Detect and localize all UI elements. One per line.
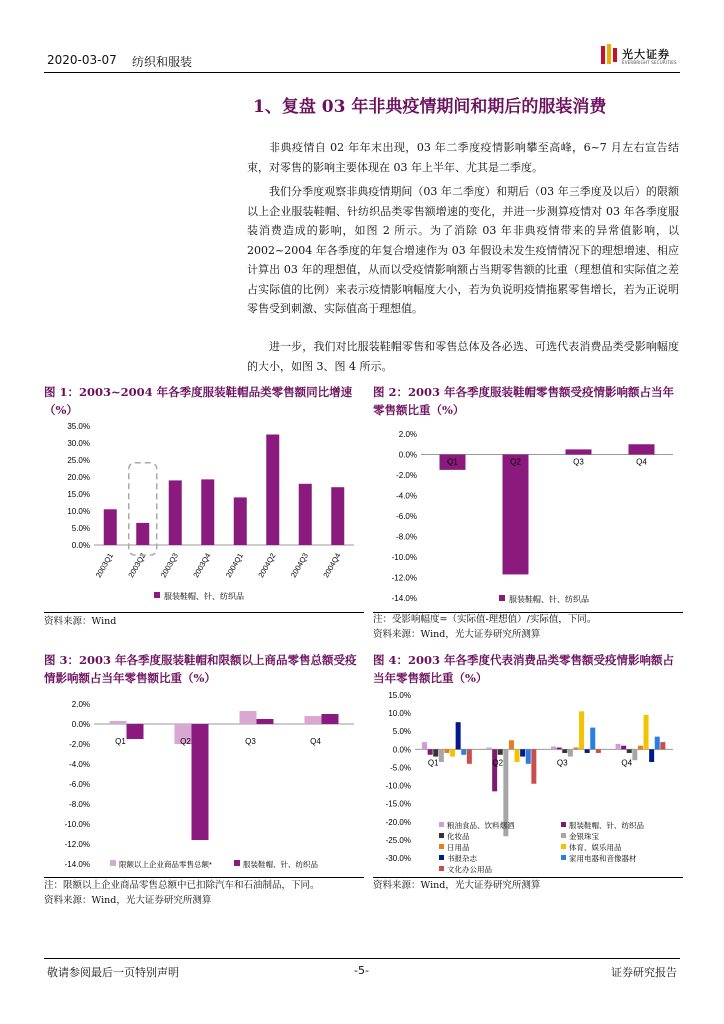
fig3-ytick-label: -12.0% [64,840,90,849]
fig4-legend-swatch [439,833,444,838]
fig2-xtick-label: Q1 [447,457,458,467]
fig2-title: 图 2：2003 年各季度服装鞋帽零售额受疫情影响额占当年零售额比重（%） [373,385,675,417]
fig4-xtick-label: Q4 [621,758,633,768]
paragraph-2: 我们分季度观察非典疫情期间（03 年二季度）和期后（03 年三季度及以后）的限额以上企业服装鞋帽、针纺织品类零售额增速的变化，并进一步测算疫情对 03 年各季度服装消费造成的影响，如图 2 所示。为了消除 03 年非典疫情带来的异常值影响，以 2002~2004 年各季度的年复合增速作为 03 年假设未发生疫情情况下的理想增速、相应计算出 03 年的理想值，从而以受疫情影响额占当期零售额的比重（理想值和实际值之差占实际值的比例）来表示疫情影响幅度大小，若为负说明疫情拖累零售增长，若为正说明零售受到刺激、实际值高于理想值。 [247,185,679,315]
fig2-xtick-label: Q3 [573,457,584,467]
fig4-legend-label: 粮油食品、饮料烟酒 [447,821,515,830]
fig2-bar [629,444,655,454]
fig4-bar [632,749,637,760]
fig2-legend-swatch [499,595,505,601]
fig1-bar [234,497,247,545]
fig2-xtick-label: Q2 [510,457,521,467]
fig4-xtick-label: Q2 [492,758,504,768]
fig1-source: 资料来源：Wind [44,616,117,627]
fig3-xtick-label: Q4 [310,737,321,746]
fig1-ytick-label: 20.0% [67,473,90,482]
paragraph-1: 非典疫情自 02 年年末出现，03 年二季度疫情影响攀至高峰，6~7 月左右宣告结束，对零售的影响主要体现在 03 年上半年、尤其是二季度。 [247,141,679,174]
fig4-bar [627,749,632,753]
footer-report-type: 证券研究报告 [611,966,677,979]
fig3-note: 注：限额以上企业商品零售总额中已扣除汽车和石油制品，下同。 [44,880,320,891]
fig2-chart [373,422,683,612]
fig4-ytick-label: 5.0% [392,727,411,737]
fig1-bar [136,523,149,545]
fig4-legend-swatch [561,855,566,860]
fig4-bar [526,749,531,763]
fig4-bar [644,715,649,749]
fig3-ytick-label: -14.0% [64,860,90,869]
fig3-xtick-label: Q1 [115,737,126,746]
fig4-bar [585,749,590,753]
fig1-xtick-label: 2004Q4 [321,551,343,580]
fig4-bar [422,742,427,749]
fig1-bar [331,487,344,545]
fig2-xtick-label: Q4 [636,457,647,467]
fig2-source: 资料来源：Wind，光大证券研究所测算 [373,629,541,640]
fig4-ytick-label: 10.0% [388,709,411,719]
fig4-bar [596,749,601,753]
fig1-bar [299,484,312,545]
fig4-bar [649,749,654,762]
fig4-legend-swatch [561,822,566,827]
fig4-ytick-label: 0.0% [392,745,411,755]
fig4-bar [590,728,595,750]
section-title: 1、复盘 03 年非典疫情期间和期后的服装消费 [253,97,607,117]
fig1-ytick-label: 15.0% [67,490,90,499]
fig3-ytick-label: -6.0% [69,780,90,789]
fig2-ytick-label: -8.0% [396,532,417,542]
fig4-bar [461,749,466,754]
fig1-chart [44,420,364,612]
fig4-legend-swatch [439,866,444,871]
fig4-source: 资料来源：Wind，光大证券研究所测算 [373,880,541,891]
fig3-title: 图 3：2003 年各季度服装鞋帽和限额以上商品零售总额受疫情影响额占当年零售额比重（%） [44,653,357,685]
fig4-ytick-label: 15.0% [388,691,411,700]
fig4-bar [579,711,584,749]
fig4-xtick-label: Q1 [427,758,439,768]
fig1-ytick-label: 25.0% [67,456,90,465]
fig4-bar [551,746,556,749]
fig4-legend-label: 书报杂志 [447,854,477,863]
fig1-ytick-label: 30.0% [67,439,90,448]
fig4-bar [439,749,444,762]
fig1-ytick-label: 35.0% [67,422,90,431]
fig4-bar [515,749,520,762]
fig4-legend-label: 日用品 [447,843,470,852]
fig4-ytick-label: -10.0% [385,781,411,791]
fig4-bar [531,749,536,783]
fig4-ytick-label: -5.0% [390,763,411,773]
fig3-bar [240,711,257,724]
fig4-bar [562,749,567,753]
fig1-legend-label: 服装鞋帽、针、纺织品 [164,592,244,601]
fig3-xtick-label: Q2 [180,737,191,746]
fig3-legend-label: 限额以上企业商品零售总额* [119,860,212,869]
fig4-ytick-label: -15.0% [385,799,411,809]
fig4-legend-swatch [439,822,444,827]
fig2-ytick-label: 2.0% [398,430,417,439]
footer-disclaimer: 敬请参阅最后一页特别声明 [47,966,179,979]
fig3-bar [192,724,209,840]
fig4-bar [444,749,449,753]
fig3-bar [257,719,274,724]
fig2-bar [566,449,592,454]
fig3-legend-label: 服装鞋帽、针、纺织品 [243,860,318,869]
fig4-bar [450,749,455,756]
fig4-legend-swatch [439,844,444,849]
logo-text-cn: 光大证券 [622,48,670,61]
fig3-bar [305,716,322,724]
fig4-bar [638,746,643,750]
fig4-bar [520,749,525,756]
fig2-ytick-label: 0.0% [398,450,417,460]
fig1-ytick-label: 10.0% [67,507,90,516]
fig4-legend-label: 化妆品 [447,832,470,841]
fig4-bar [428,749,433,754]
fig4-legend-label: 体育、娱乐用品 [569,843,622,852]
page-number: -5- [354,964,369,977]
fig3-bar [127,724,144,739]
fig4-ytick-label: -25.0% [385,835,411,845]
fig1-xtick-label: 2003Q2 [126,551,148,580]
fig4-ytick-label: -20.0% [385,817,411,827]
fig4-bar [487,748,492,750]
fig4-ytick-label: -30.0% [385,854,411,863]
header-sector: 纺织和服装 [132,55,193,69]
fig1-legend-swatch [154,592,160,598]
fig1-xtick-label: 2004Q3 [288,551,310,580]
fig4-bar [616,744,621,749]
fig1-title: 图 1：2003~2004 年各季度服装鞋帽品类零售额同比增速（%） [44,385,353,417]
fig2-legend-label: 服装鞋帽、针、纺织品 [509,595,589,604]
fig3-legend-swatch [234,860,240,866]
fig4-bar [498,749,503,754]
fig4-legend-label: 家用电器和音像器材 [569,854,637,863]
footer-divider [44,958,680,959]
fig1-ytick-label: 0.0% [71,541,90,550]
fig4-xtick-label: Q3 [556,758,568,768]
header-divider [44,72,680,73]
fig3-xtick-label: Q3 [245,737,256,746]
logo-mark-icon [600,44,620,66]
fig4-legend-label: 服装鞋帽、针、纺织品 [569,821,644,830]
fig1-xtick-label: 2004Q2 [256,551,278,580]
fig1-divider [44,612,364,613]
fig1-xtick-label: 2003Q4 [191,551,213,580]
logo-text-en: EVERBRIGHT SECURITIES [622,60,677,65]
fig3-bar [322,714,339,724]
fig3-ytick-label: -2.0% [69,740,90,749]
fig4-bar [568,749,573,756]
fig3-ytick-label: -4.0% [69,760,90,769]
fig4-bar [655,737,660,750]
fig3-ytick-label: 0.0% [71,720,90,729]
fig4-bar [433,749,438,756]
header-date: 2020-03-07 [47,53,117,67]
fig2-ytick-label: -2.0% [396,471,417,480]
fig3-bar [110,721,127,724]
fig4-bar [557,748,562,750]
fig3-ytick-label: -10.0% [64,820,90,829]
fig4-bar [467,749,472,763]
fig2-ytick-label: -4.0% [396,491,417,501]
fig1-xtick-label: 2003Q1 [93,551,115,580]
fig2-note: 注：受影响幅度=（实际值-理想值）/实际值，下同。 [373,614,597,625]
fig4-bar [456,722,461,749]
fig4-legend-swatch [561,833,566,838]
fig4-bar [660,742,665,749]
fig1-bar [266,435,279,546]
fig1-bar [104,509,117,545]
fig1-ytick-label: 5.0% [71,524,90,533]
fig4-legend-swatch [439,855,444,860]
fig2-ytick-label: -10.0% [391,553,417,562]
fig3-legend-swatch [110,860,116,866]
fig3-source: 资料来源：Wind，光大证券研究所测算 [44,895,212,906]
everbright-logo [600,44,680,70]
fig4-chart [373,688,683,876]
fig3-ytick-label: 2.0% [71,700,90,709]
fig3-chart [44,694,364,876]
fig4-bar [492,749,497,791]
fig2-ytick-label: -12.0% [391,573,417,583]
fig4-title: 图 4：2003 年各季度代表消费品类零售额受疫情影响额占当年零售额比重（%） [373,653,675,685]
fig4-legend-swatch [561,844,566,849]
fig2-ytick-label: -14.0% [391,594,417,603]
fig1-bar [201,479,214,545]
fig3-ytick-label: -8.0% [69,800,90,809]
fig2-bar [503,455,529,575]
fig4-bar [621,746,626,750]
fig4-legend-label: 金银珠宝 [569,832,599,841]
fig1-xtick-label: 2003Q3 [158,551,180,580]
fig4-bar [509,740,514,749]
paragraph-3: 进一步，我们对比服装鞋帽零售和零售总体及各必选、可选代表消费品类受影响幅度的大小，如图 3、图 4 所示。 [247,340,679,373]
fig4-legend-label: 文化办公用品 [447,865,492,874]
fig4-bar [573,748,578,750]
fig1-bar [169,480,182,545]
fig1-xtick-label: 2004Q1 [223,551,245,580]
fig2-ytick-label: -6.0% [396,512,417,521]
